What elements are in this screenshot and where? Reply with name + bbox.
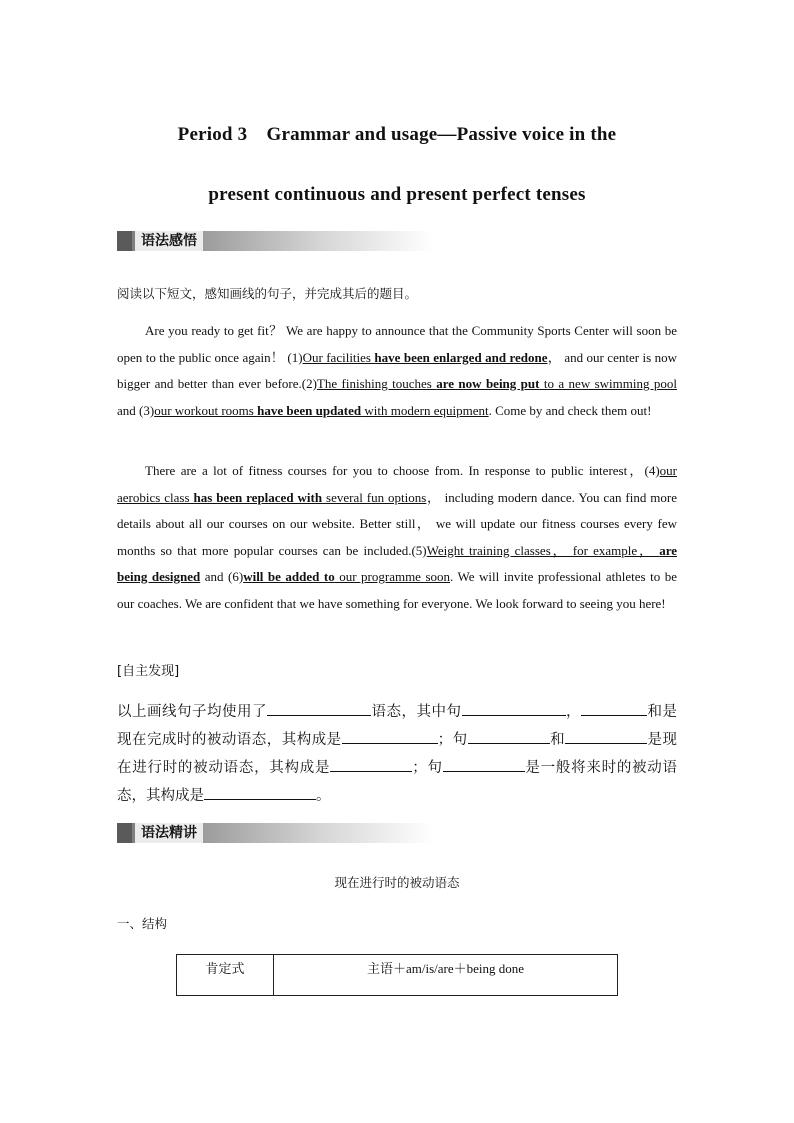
- section-header-grammar-explanation: [117, 823, 433, 843]
- underlined-sentence-fragment: several fun options: [322, 489, 427, 505]
- underlined-sentence-fragment: to a new swimming pool: [539, 376, 677, 391]
- underlined-sentence-fragment: with modern equipment: [361, 402, 489, 418]
- underlined-sentence-fragment: will be added to: [243, 569, 335, 584]
- task-text: 是现在完成时的被动语态，其构成是: [117, 704, 677, 748]
- table-cell-form: 肯定式: [177, 955, 274, 996]
- section-label: 语法感悟: [135, 231, 203, 251]
- passage-text: . We will invite professional athletes to be our coaches. We are confident that we have something for everyone. We look forward to seeing you here!: [117, 569, 677, 611]
- instruction-text: 阅读以下短文，感知画线的句子，并完成其后的题目。: [117, 286, 418, 301]
- passage-text: and (3): [117, 402, 155, 418]
- topic-title: 现在进行时的被动语态: [334, 875, 460, 890]
- answer-blank[interactable]: [565, 729, 647, 744]
- paragraph-body: [117, 458, 677, 617]
- answer-blank[interactable]: [330, 757, 412, 772]
- underlined-sentence-fragment: are being designed: [117, 542, 677, 584]
- underlined-sentence-fragment: Our facilities: [302, 349, 375, 365]
- passage-text: There are a lot of fitness courses for you to choose from. In response to public interest，(4): [145, 463, 660, 478]
- answer-blank[interactable]: [204, 785, 316, 800]
- self-discovery-label: [自主发现]: [117, 664, 180, 679]
- underlined-sentence-fragment: Weight training classes， for example，: [426, 542, 660, 558]
- passage-text: and (6): [200, 569, 244, 584]
- answer-blank[interactable]: [267, 701, 371, 716]
- task-text: 和: [549, 732, 566, 748]
- section-label: 语法精讲: [135, 823, 203, 843]
- table-row: [177, 955, 618, 996]
- paragraph-body: [117, 318, 677, 424]
- underlined-sentence-fragment: have been enlarged and redone: [374, 349, 548, 365]
- task-text: 是现在进行时的被动语态，其构成是: [117, 732, 678, 776]
- page-title-line2: present continuous and present perfect tenses: [208, 184, 586, 205]
- task-text: ；句: [412, 760, 443, 776]
- answer-blank[interactable]: [581, 701, 647, 716]
- structure-heading: 一、结构: [117, 916, 168, 931]
- passage-paragraph-1: [117, 318, 677, 424]
- page-title-line1: Period 3 Grammar and usage—Passive voice in the: [177, 124, 617, 145]
- task-text: ，: [565, 704, 581, 720]
- table-cell-pattern: 主语＋am/is/are＋being done: [274, 955, 618, 996]
- answer-blank[interactable]: [342, 729, 438, 744]
- task-text: 和: [647, 704, 663, 720]
- answer-blank[interactable]: [468, 729, 550, 744]
- underlined-sentence-fragment: has been replaced with: [193, 489, 323, 505]
- underlined-sentence-fragment: have been updated: [257, 402, 362, 418]
- task-text: 。: [316, 788, 331, 804]
- section-header-grammar-perception: [117, 231, 433, 251]
- passage-text: ， including modern dance. You can find more details about all our courses on our website. Better still， we will update our fitness courses every few months so that more popular courses can be included.(5): [117, 489, 678, 558]
- passage-text: ， and our center is now bigger and better than ever before.(2): [117, 349, 677, 391]
- passage-paragraph-2: [117, 458, 677, 617]
- task-text: 以上画线句子均使用了: [117, 704, 267, 720]
- underlined-sentence-fragment: The finishing touches: [316, 376, 437, 391]
- section-marker-icon: [117, 823, 132, 843]
- answer-blank[interactable]: [443, 757, 525, 772]
- task-text: 语态，其中句: [371, 704, 462, 720]
- section-marker-icon: [117, 231, 132, 251]
- fill-in-task: [117, 698, 677, 810]
- underlined-sentence-fragment: our workout rooms: [154, 402, 258, 418]
- underlined-sentence-fragment: our aerobics class: [117, 463, 677, 505]
- structure-table: [176, 954, 618, 996]
- passage-text: Are you ready to get fit？ We are happy to announce that the Community Sports Center will soon be open to the public once again！ (1): [117, 323, 677, 365]
- underlined-sentence-fragment: our programme soon: [334, 569, 451, 584]
- task-text: ；句: [437, 732, 468, 748]
- task-text: 是一般将来时的被动语态，其构成是: [117, 760, 678, 804]
- underlined-sentence-fragment: are now being put: [436, 376, 540, 391]
- passage-text: . Come by and check them out!: [488, 402, 652, 418]
- answer-blank[interactable]: [462, 701, 566, 716]
